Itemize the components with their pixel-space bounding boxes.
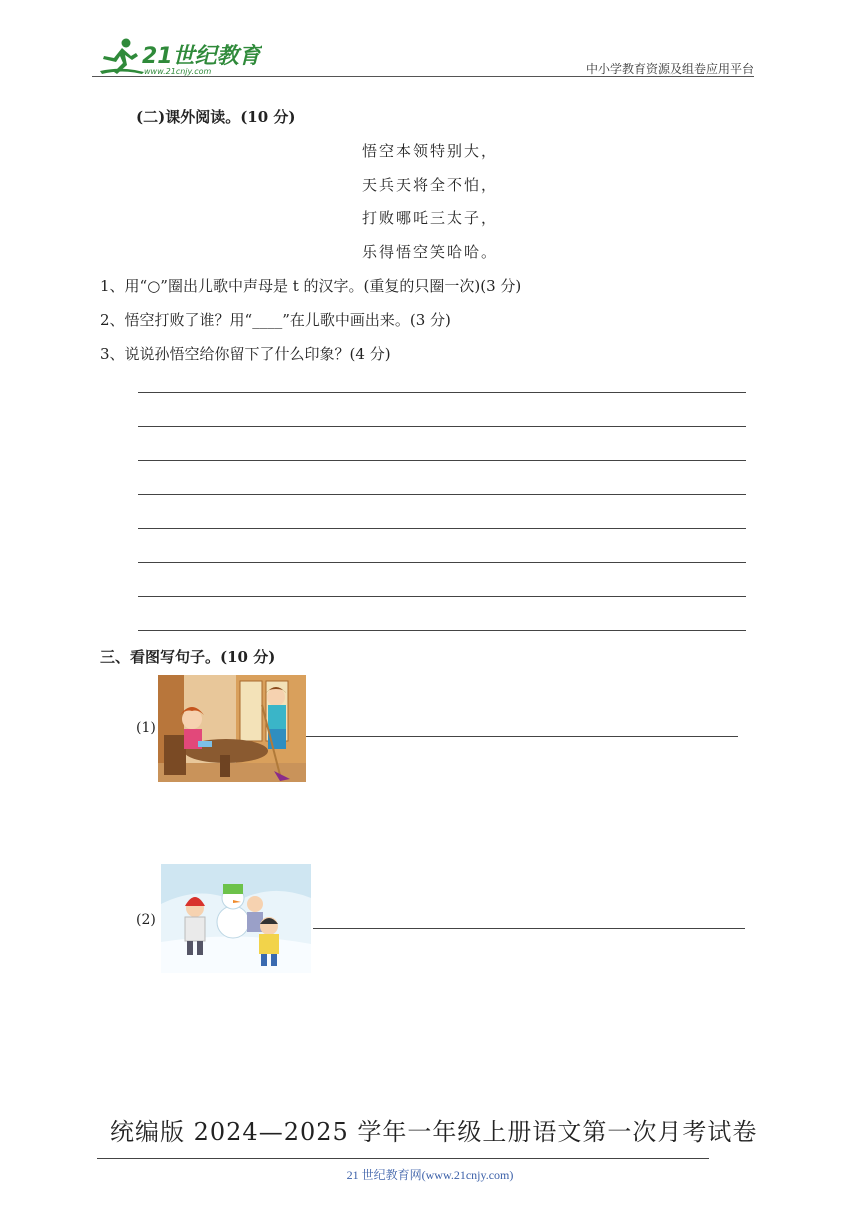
- footer-divider: [97, 1158, 709, 1159]
- answer-line[interactable]: [138, 426, 746, 427]
- question-1: 1、用“○”圈出儿歌中声母是 t 的汉字。(重复的只圈一次)(3 分): [100, 277, 522, 295]
- cleaning-room-illustration: [158, 675, 306, 782]
- exam-title: 统编版 2024—2025 学年一年级上册语文第一次月考试卷: [110, 1118, 758, 1146]
- picture-section-title: 三、看图写句子。(10 分): [100, 648, 276, 666]
- answer-line[interactable]: [138, 630, 746, 631]
- poem-line: 打败哪吒三太子，: [362, 209, 499, 227]
- answer-line[interactable]: [138, 596, 746, 597]
- answer-line-1[interactable]: [306, 736, 738, 737]
- logo-subtext: www.21cnjy.com: [144, 67, 212, 76]
- poem-line: 天兵天将全不怕，: [362, 176, 499, 194]
- answer-line[interactable]: [138, 460, 746, 461]
- answer-line[interactable]: [138, 494, 746, 495]
- runner-icon: [100, 39, 144, 75]
- answer-line[interactable]: [138, 562, 746, 563]
- header-divider: [92, 76, 754, 77]
- question-2: 2、悟空打败了谁？用“____”在儿歌中画出来。(3 分): [100, 311, 451, 329]
- question-3: 3、说说孙悟空给你留下了什么印象？(4 分): [100, 345, 391, 363]
- poem-line: 乐得悟空笑哈哈。: [362, 243, 499, 261]
- logo: [92, 36, 262, 80]
- picture-1-label: (1): [136, 720, 156, 736]
- poem-line: 悟空本领特别大，: [362, 142, 499, 160]
- snowman-illustration: [161, 864, 311, 973]
- answer-line[interactable]: [138, 392, 746, 393]
- picture-2-label: (2): [136, 912, 156, 928]
- header-platform-text: 中小学教育资源及组卷应用平台: [585, 62, 754, 76]
- reading-section-title: (二)课外阅读。(10 分): [136, 108, 296, 126]
- logo-text: 21世纪教育: [142, 44, 261, 69]
- footer-site-link[interactable]: 21 世纪教育网(www.21cnjy.com): [346, 1168, 514, 1182]
- answer-line-2[interactable]: [313, 928, 745, 929]
- answer-line[interactable]: [138, 528, 746, 529]
